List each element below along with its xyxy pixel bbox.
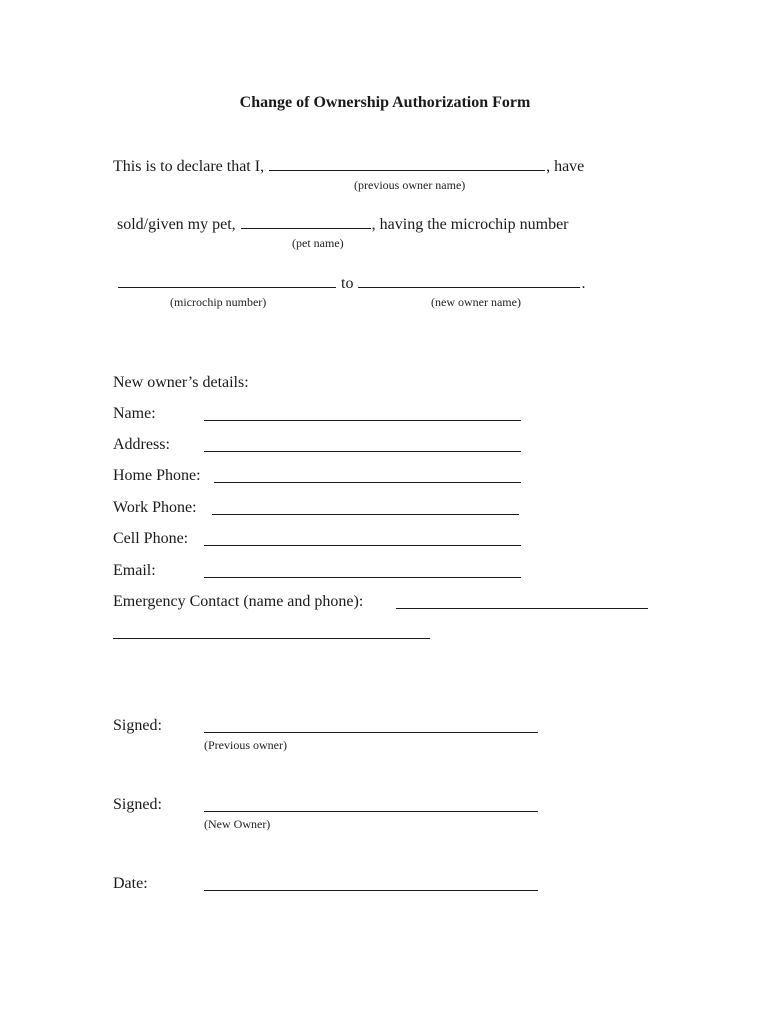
declaration-line-3 bbox=[117, 273, 585, 294]
date-label: Date: bbox=[113, 875, 148, 892]
previous-owner-signature-field[interactable] bbox=[204, 732, 538, 733]
line-end-period: . bbox=[581, 275, 586, 292]
microchip-number-caption: (microchip number) bbox=[170, 295, 267, 309]
previous-owner-caption: (previous owner name) bbox=[354, 178, 466, 192]
new-owner-signature-field[interactable] bbox=[204, 811, 538, 812]
microchip-suffix: , having the microchip number bbox=[371, 216, 569, 233]
emergency-contact-field-continued[interactable] bbox=[113, 638, 430, 639]
home-phone-label: Home Phone: bbox=[113, 467, 201, 484]
to-word: to bbox=[341, 275, 354, 292]
previous-owner-signature-caption: (Previous owner) bbox=[204, 738, 287, 752]
previous-owner-name-field[interactable] bbox=[269, 156, 545, 171]
pet-name-field[interactable] bbox=[241, 214, 371, 229]
form-title: Change of Ownership Authorization Form bbox=[239, 94, 531, 111]
home-phone-field[interactable] bbox=[214, 482, 521, 483]
pet-name-caption: (pet name) bbox=[292, 236, 344, 250]
new-owner-name-caption: (new owner name) bbox=[431, 295, 521, 309]
emergency-contact-label: Emergency Contact (name and phone): bbox=[113, 593, 364, 610]
signed-new-label: Signed: bbox=[113, 796, 162, 813]
emergency-contact-field[interactable] bbox=[396, 608, 648, 609]
new-owner-signature-caption: (New Owner) bbox=[204, 817, 271, 831]
date-field[interactable] bbox=[204, 890, 538, 891]
name-field[interactable] bbox=[204, 420, 521, 421]
declaration-line-2 bbox=[117, 214, 569, 235]
new-owner-heading: New owner’s details: bbox=[113, 374, 249, 391]
microchip-number-field[interactable] bbox=[118, 273, 336, 288]
work-phone-label: Work Phone: bbox=[113, 499, 197, 516]
cell-phone-label: Cell Phone: bbox=[113, 530, 189, 547]
new-owner-name-field[interactable] bbox=[358, 273, 580, 288]
declaration-suffix: , have bbox=[546, 158, 585, 175]
cell-phone-field[interactable] bbox=[204, 545, 521, 546]
declaration-prefix: This is to declare that I, bbox=[113, 158, 265, 175]
email-field[interactable] bbox=[204, 577, 521, 578]
address-field[interactable] bbox=[204, 451, 521, 452]
work-phone-field[interactable] bbox=[212, 514, 519, 515]
sold-given-prefix: sold/given my pet, bbox=[117, 216, 236, 233]
signed-previous-label: Signed: bbox=[113, 717, 162, 734]
address-label: Address: bbox=[113, 436, 170, 453]
email-label: Email: bbox=[113, 562, 156, 579]
name-label: Name: bbox=[113, 405, 156, 422]
declaration-line-1 bbox=[113, 156, 584, 177]
